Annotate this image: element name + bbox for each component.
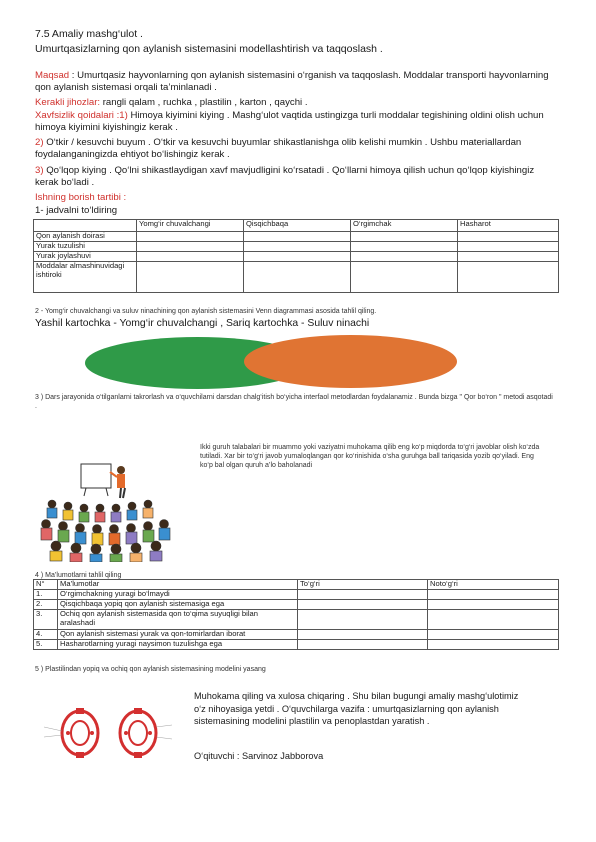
conclusion-text: Muhokama qiling va xulosa chiqaring . Shu bilan bugungi amaliy mashg‘ulotimiz o‘z nihoyasiga yetdi . O‘quvchilarga vazifa : umurtqasizlarning qon aylanish sistemasining modelini plastilin va penoplastdan yaratish . <box>194 691 519 727</box>
row-number: 3. <box>34 610 58 630</box>
table-cell[interactable] <box>137 242 244 252</box>
row-number: 5. <box>34 640 58 650</box>
table-header-cell: To‘g‘ri <box>298 580 428 590</box>
table-header-cell: Ma’lumotlar <box>58 580 298 590</box>
teacher-signature-line: O‘qituvchi : Sarvinoz Jabborova <box>194 751 324 761</box>
goal-text: : Umurtqasiz hayvonlarning qon aylanish sistemasini o‘rganish va taqqoslash. Moddalar transporti hayvonlarning qon aylanish sistemasi orqali ta’minlanadi . <box>35 70 549 94</box>
table-row <box>34 252 559 262</box>
table-cell[interactable] <box>137 232 244 242</box>
false-cell[interactable] <box>428 600 559 610</box>
table-cell[interactable] <box>458 232 559 242</box>
row-statement: Qon aylanish sistemasi yurak va qon-tomirlardan iborat <box>58 630 298 640</box>
safety-rule-1 <box>35 110 555 135</box>
task1-label: 1- jadvalni to‘ldiring <box>35 205 118 216</box>
venn-title: Yashil kartochka - Yomg‘ir chuvalchangi , Sariq kartochka - Suluv ninachi <box>35 318 370 329</box>
table-cell[interactable] <box>137 262 244 293</box>
table-cell[interactable] <box>351 262 458 293</box>
row-number: 4. <box>34 630 58 640</box>
row-label: Yurak tuzulishi <box>34 242 137 252</box>
table-header-cell <box>34 220 137 232</box>
row-number: 1. <box>34 590 58 600</box>
classroom-illustration <box>36 462 176 562</box>
snowball-method-description: Ikki guruh talabalari bir muammo yoki vaziyatni muhokama qilib eng ko‘p miqdorda to‘g‘ri javoblar olish ko‘zda tutiladi. Xar bir to‘g‘ri javob yumaloqlangan qor ko‘rinishida o‘sha guruhga ball tariqasida yozib qo‘yiladi. Eng ko‘p bal olgan quruh a’lo baholanadi <box>200 444 540 469</box>
task5-instruction: 5 ) Plastilindan yopiq va ochiq qon aylanish sistemasining modelini yasang <box>35 666 266 673</box>
task2-instruction: 2 - Yomg‘ir chuvalchangi va suluv ninachining qon aylanish sistemasini Venn diagrammasi asosida tahlil qiling. <box>35 308 377 315</box>
true-cell[interactable] <box>298 590 428 600</box>
analysis-table-header <box>34 580 559 590</box>
row-label: Qon aylanish doirasi <box>34 232 137 242</box>
table-row <box>34 630 559 640</box>
table-cell[interactable] <box>351 252 458 262</box>
false-cell[interactable] <box>428 630 559 640</box>
table-row <box>34 590 559 600</box>
circulatory-model-illustration <box>38 703 178 763</box>
safety-rule-3 <box>35 165 555 190</box>
table-cell[interactable] <box>244 232 351 242</box>
table-cell[interactable] <box>137 252 244 262</box>
false-cell[interactable] <box>428 640 559 650</box>
true-cell[interactable] <box>298 600 428 610</box>
row-number: 2. <box>34 600 58 610</box>
safety-rule-3-text: Qo‘lqop kiying . Qo‘lni shikastlaydigan xavf mavjudligini ko‘rsatadi . Qo‘llarni himoya qilish uchun qo‘lqop kiyishingiz kerak bo‘ladi . <box>35 165 535 189</box>
equipment-paragraph <box>35 97 555 109</box>
true-cell[interactable] <box>298 610 428 630</box>
venn-circle-orange <box>244 335 457 388</box>
goal-label: Maqsad <box>35 70 70 81</box>
table-row <box>34 640 559 650</box>
true-cell[interactable] <box>298 640 428 650</box>
row-label: Yurak joylashuvi <box>34 252 137 262</box>
table-cell[interactable] <box>458 262 559 293</box>
safety-label: Xavfsizlik qoidalari :1) <box>35 110 128 121</box>
false-cell[interactable] <box>428 590 559 600</box>
table-cell[interactable] <box>244 242 351 252</box>
false-cell[interactable] <box>428 610 559 630</box>
table-cell[interactable] <box>458 242 559 252</box>
comparison-table <box>33 219 559 293</box>
table-header-cell: Qisqichbaqa <box>244 220 351 232</box>
equipment-text: rangli qalam , ruchka , plastilin , karton , qaychi . <box>100 97 308 108</box>
table-cell[interactable] <box>458 252 559 262</box>
task3-instruction: 3 ) Dars jarayonida o‘tilganlarni takrorlash va o‘quvchilarni darsdan chalg‘itish bo‘yicha interfaol metodlardan foydalanamiz . Bunda bizga " Qor bo‘ron " metodi asqotadi . <box>35 394 553 410</box>
table-header-cell: Yomg‘ir chuvalchangi <box>137 220 244 232</box>
analysis-table <box>33 579 559 650</box>
task4-title: 4 ) Ma’lumotlarni tahlil qiling <box>35 572 122 579</box>
page-subtitle: Umurtqasizlarning qon aylanish sistemasini modellashtirish va taqqoslash . <box>35 43 383 55</box>
table-header-cell: N° <box>34 580 58 590</box>
row-statement: Hasharotlarning yuragi naysimon tuzulishga ega <box>58 640 298 650</box>
table-row <box>34 232 559 242</box>
true-cell[interactable] <box>298 630 428 640</box>
goal-paragraph <box>35 70 555 95</box>
procedure-heading: Ishning borish tartibi : <box>35 192 127 203</box>
table-cell[interactable] <box>244 252 351 262</box>
table-cell[interactable] <box>244 262 351 293</box>
safety-rule-1-text: Himoya kiyimini kiying . Mashg‘ulot vaqtida ustingizga turli moddalar tegishining oldini olish uchun himoya kiyimini kiyishingiz kerak . <box>35 110 544 134</box>
row-label: Moddalar almashinuvidagi ishtiroki <box>34 262 137 293</box>
table-row <box>34 610 559 630</box>
safety-rule-2 <box>35 137 555 162</box>
table-row <box>34 242 559 252</box>
comparison-table-header <box>34 220 559 232</box>
equipment-label: Kerakli jihozlar: <box>35 97 101 108</box>
safety-rule-2-number: 2) <box>35 137 44 148</box>
safety-rule-3-number: 3) <box>35 165 44 176</box>
table-cell[interactable] <box>351 232 458 242</box>
table-row <box>34 600 559 610</box>
table-header-cell: Hasharot <box>458 220 559 232</box>
table-row <box>34 262 559 293</box>
safety-rule-2-text: O‘tkir / kesuvchi buyum . O‘tkir va kesuvchi buyumlar shikastlanishga olib kelishi mumkin . Ushbu materiallardan foydalanganingizda ehtiyot bo‘lishingiz kerak . <box>35 137 522 161</box>
table-header-cell: Noto‘g‘ri <box>428 580 559 590</box>
table-header-cell: O‘rgimchak <box>351 220 458 232</box>
row-statement: Ochiq qon aylanish sistemasida qon to‘qima suyuqligi bilan aralashadi <box>58 610 298 630</box>
row-statement: O‘rgimchakning yuragi bo‘lmaydi <box>58 590 298 600</box>
table-cell[interactable] <box>351 242 458 252</box>
page-title: 7.5 Amaliy mashg‘ulot . <box>35 28 143 40</box>
row-statement: Qisqichbaqa yopiq qon aylanish sistemasiga ega <box>58 600 298 610</box>
